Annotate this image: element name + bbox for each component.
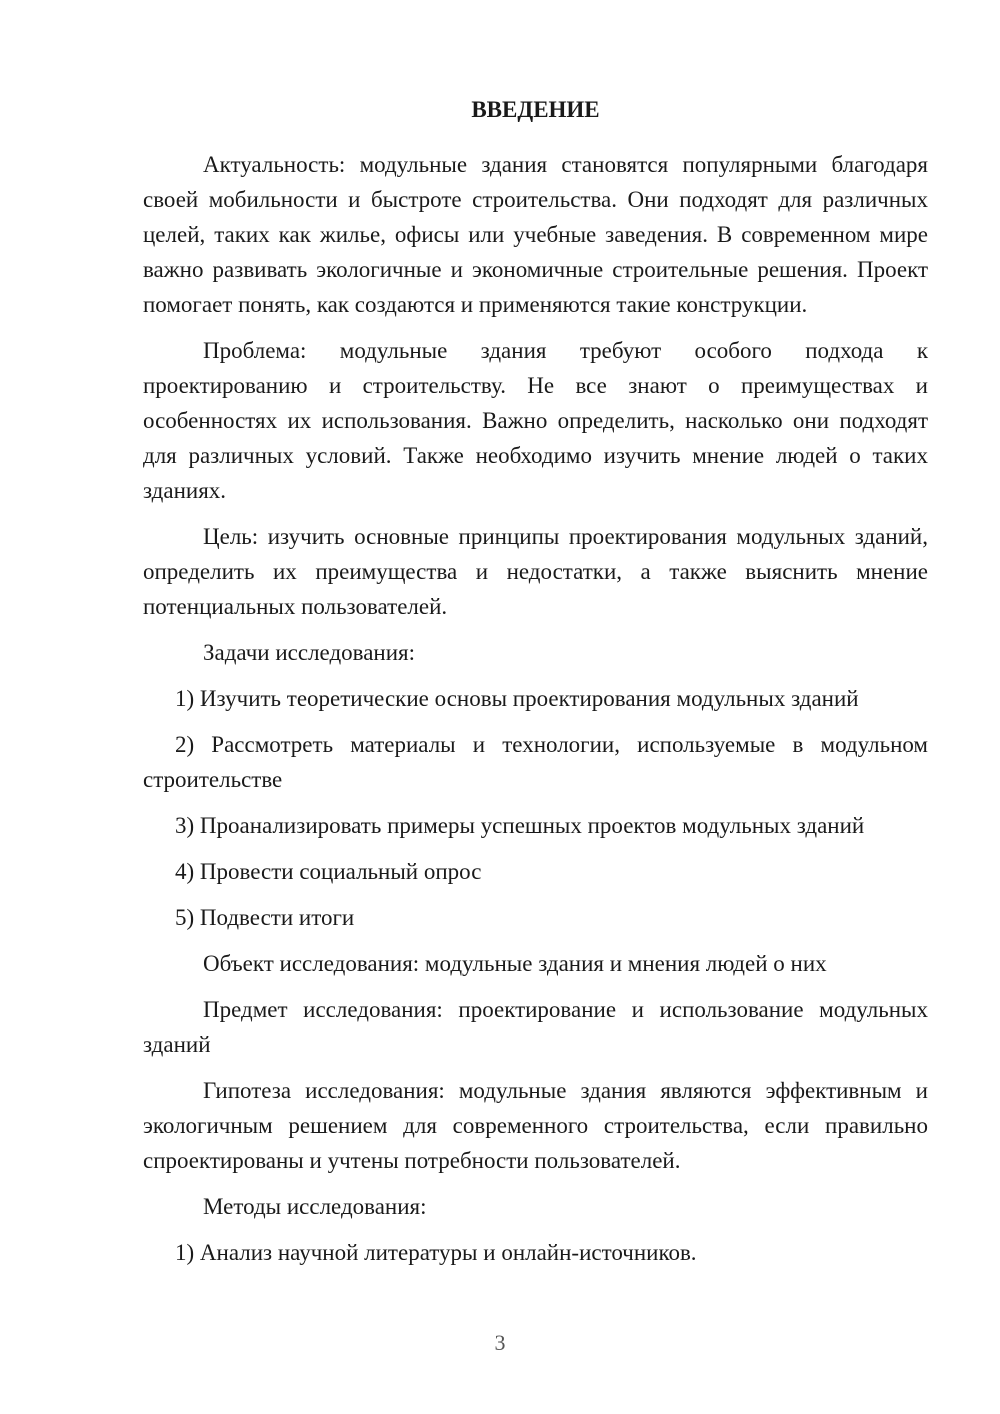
problem-paragraph: Проблема: модульные здания требуют особого подхода к проектированию и строительству. Не все знают о преимуществах и особенностях их использования. Важно определить, насколько они подходят для различных условий. Также необходимо изучить мнение людей о таких зданиях. [143,338,928,503]
object-paragraph: Объект исследования: модульные здания и мнения людей о них [203,951,827,976]
methods-list [143,1235,928,1270]
page-content [143,92,928,1281]
task-item: 4) Провести социальный опрос [175,859,482,884]
hypothesis-paragraph: Гипотеза исследования: модульные здания являются эффективным и экологичным решением для современного строительства, если правильно спроектированы и учтены потребности пользователей. [143,1078,928,1173]
tasks-list [143,681,928,935]
page-number: 3 [494,1330,506,1355]
tasks-heading: Задачи исследования: [203,640,416,665]
task-item: 2) Рассмотреть материалы и технологии, используемые в модульном строительстве [143,732,928,792]
task-item: 5) Подвести итоги [175,905,355,930]
method-item: 1) Анализ научной литературы и онлайн-источников. [175,1240,697,1265]
subject-paragraph: Предмет исследования: проектирование и использование модульных зданий [143,997,928,1057]
page-title: ВВЕДЕНИЕ [471,97,600,122]
goal-paragraph: Цель: изучить основные принципы проектирования модульных зданий, определить их преимущества и недостатки, а также выяснить мнение потенциальных пользователей. [143,524,928,619]
relevance-paragraph: Актуальность: модульные здания становятся популярными благодаря своей мобильности и быстроте строительства. Они подходят для различных целей, таких как жилье, офисы или учебные заведения. В современном мире важно развивать экологичные и экономичные строительные решения. Проект помогает понять, как создаются и применяются такие конструкции. [143,152,928,317]
task-item: 1) Изучить теоретические основы проектирования модульных зданий [175,686,859,711]
methods-heading: Методы исследования: [203,1194,427,1219]
task-item: 3) Проанализировать примеры успешных проектов модульных зданий [175,813,865,838]
